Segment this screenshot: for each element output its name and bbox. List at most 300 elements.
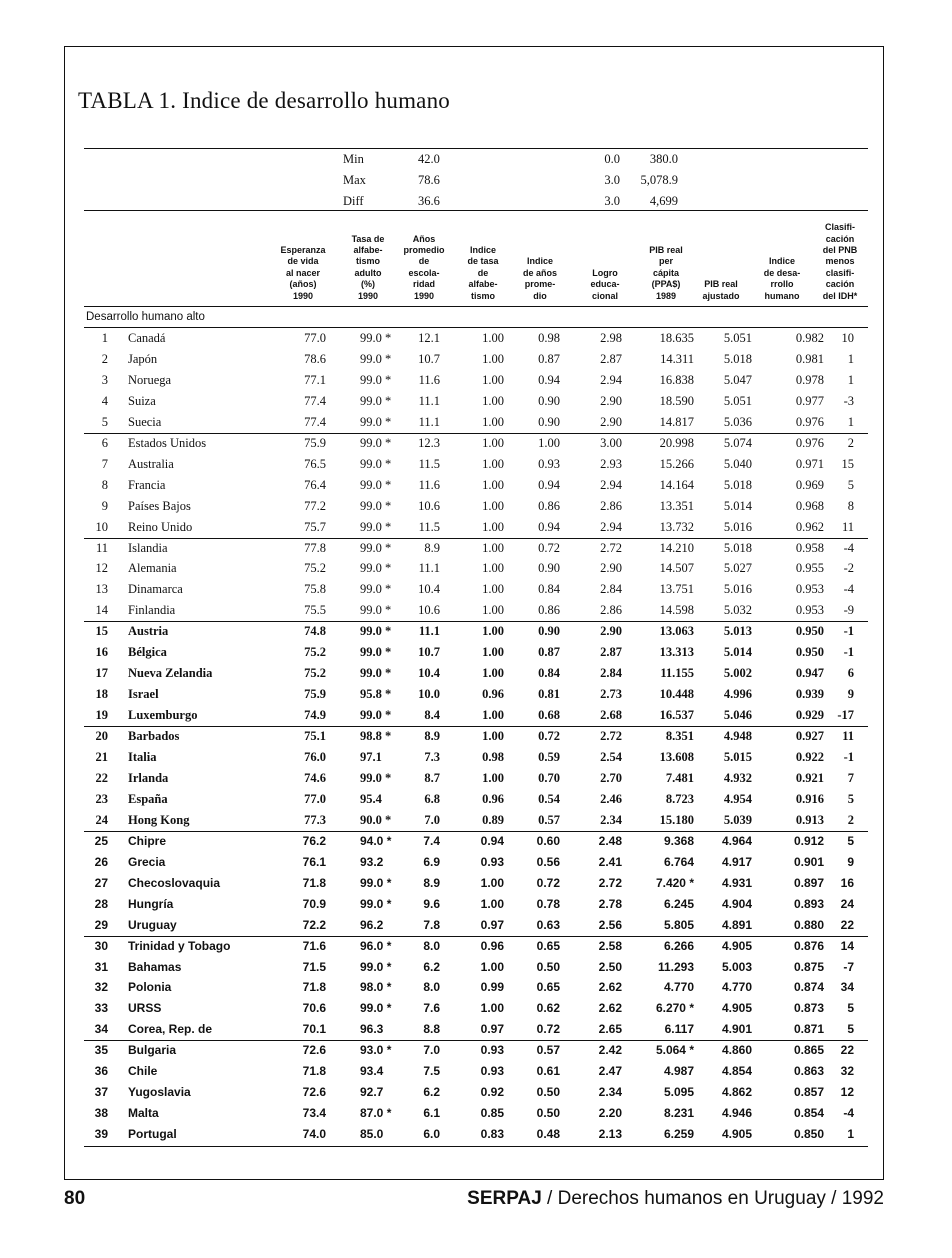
- column-header-line: 1990: [413, 290, 435, 301]
- cell-pib-percapita: 18.590: [659, 393, 694, 408]
- cell-idh: 0.968: [795, 498, 824, 513]
- cell-alfabetismo: 92.7: [360, 1085, 384, 1100]
- cell-clasificacion: 5: [847, 1001, 854, 1016]
- cell-esperanza: 71.6: [302, 938, 326, 953]
- column-header: [582, 268, 628, 302]
- column-header-line: PIB real: [649, 245, 683, 255]
- cell-alfabetismo: 99.0 *: [360, 875, 392, 890]
- cell-logro-educacional: 2.65: [598, 1022, 622, 1037]
- cell-indice-alfabetismo: 0.89: [482, 812, 504, 827]
- cell-alfabetismo: 96.3: [360, 1022, 384, 1037]
- cell-country: Barbados: [128, 729, 180, 744]
- column-header-line: de: [477, 267, 489, 278]
- cell-escolaridad: 8.9: [424, 540, 440, 555]
- minmax-esperanza: 36.6: [418, 194, 440, 208]
- column-header-line: prome-: [524, 279, 556, 290]
- cell-pib-ajustado: 5.074: [723, 435, 752, 450]
- cell-idh: 0.871: [793, 1022, 824, 1037]
- cell-pib-ajustado: 5.003: [721, 959, 752, 974]
- table-row: [84, 852, 868, 873]
- cell-escolaridad: 12.3: [418, 435, 440, 450]
- column-header-line: de años: [522, 267, 557, 278]
- cell-clasificacion: 12: [840, 1085, 854, 1100]
- cell-idh: 0.876: [793, 938, 824, 953]
- cell-clasificacion: 16: [840, 875, 854, 890]
- cell-esperanza: 77.0: [304, 791, 326, 806]
- cell-idh: 0.969: [795, 477, 824, 492]
- cell-country: Luxemburgo: [128, 708, 198, 723]
- table-row: [84, 1124, 868, 1145]
- cell-indice-alfabetismo: 1.00: [482, 729, 504, 744]
- cell-rank: 28: [94, 896, 108, 911]
- cell-escolaridad: 11.5: [418, 456, 440, 471]
- cell-rank: 30: [94, 938, 108, 953]
- cell-rank: 17: [95, 666, 108, 681]
- cell-esperanza: 73.4: [302, 1106, 326, 1121]
- cell-pib-ajustado: 5.046: [723, 708, 752, 723]
- cell-pib-percapita: 13.351: [659, 498, 694, 513]
- column-header-line: escola-: [408, 267, 440, 278]
- cell-pib-percapita: 6.245: [663, 896, 694, 911]
- table-row: [84, 998, 868, 1019]
- cell-esperanza: 71.8: [302, 1064, 326, 1079]
- cell-indice-anos: 0.78: [536, 896, 560, 911]
- cell-escolaridad: 6.0: [423, 1127, 440, 1142]
- cell-alfabetismo: 99.0 *: [360, 561, 392, 576]
- cell-idh: 0.873: [793, 1001, 824, 1016]
- cell-logro-educacional: 2.90: [600, 624, 622, 639]
- section-label: Desarrollo humano alto: [86, 311, 205, 323]
- cell-idh: 0.913: [795, 812, 824, 827]
- cell-indice-anos: 0.50: [536, 959, 560, 974]
- cell-escolaridad: 6.1: [423, 1106, 440, 1121]
- cell-esperanza: 77.2: [304, 498, 326, 513]
- table-row: [84, 705, 868, 726]
- cell-escolaridad: 11.6: [418, 477, 440, 492]
- cell-indice-anos: 0.48: [536, 1127, 560, 1142]
- cell-country: Dinamarca: [128, 582, 183, 597]
- table-row: [84, 810, 868, 831]
- cell-esperanza: 71.5: [302, 959, 326, 974]
- cell-indice-anos: 0.84: [538, 666, 560, 681]
- cell-indice-alfabetismo: 1.00: [482, 540, 504, 555]
- minmax-logro: 3.0: [604, 194, 620, 208]
- cell-country: Nueva Zelandia: [128, 666, 213, 681]
- cell-esperanza: 75.8: [304, 582, 326, 597]
- cell-clasificacion: 14: [840, 938, 854, 953]
- cell-idh: 0.912: [793, 833, 824, 848]
- cell-escolaridad: 8.8: [423, 1022, 440, 1037]
- cell-alfabetismo: 98.8 *: [360, 729, 392, 744]
- cell-clasificacion: -1: [843, 750, 854, 764]
- cell-pib-percapita: 14.210: [659, 540, 694, 555]
- cell-esperanza: 75.1: [304, 729, 326, 744]
- cell-alfabetismo: 99.0 *: [360, 435, 392, 450]
- table-row: [84, 915, 868, 936]
- table-row: [84, 768, 868, 789]
- minmax-pib: 5,078.9: [640, 173, 678, 187]
- table-row: [84, 391, 868, 412]
- cell-indice-alfabetismo: 0.94: [480, 833, 504, 848]
- cell-esperanza: 74.6: [304, 770, 326, 785]
- column-header: [396, 234, 452, 302]
- cell-idh: 0.863: [793, 1064, 824, 1079]
- cell-clasificacion: 11: [842, 729, 854, 744]
- cell-rank: 32: [94, 980, 108, 995]
- cell-clasificacion: 22: [840, 1043, 854, 1058]
- cell-escolaridad: 7.8: [423, 917, 440, 932]
- cell-indice-anos: 0.54: [538, 791, 560, 806]
- cell-esperanza: 72.6: [302, 1085, 326, 1100]
- cell-alfabetismo: 95.8 *: [360, 687, 392, 702]
- cell-pib-percapita: 9.368: [663, 833, 694, 848]
- cell-indice-alfabetismo: 1.00: [482, 498, 504, 513]
- cell-rank: 33: [94, 1001, 108, 1016]
- cell-logro-educacional: 2.47: [598, 1064, 622, 1079]
- minmax-label: Min: [343, 152, 364, 166]
- cell-rank: 14: [95, 603, 108, 618]
- cell-country: Estados Unidos: [128, 435, 207, 450]
- minmax-esperanza: 42.0: [418, 152, 440, 166]
- column-header-line: dio: [533, 290, 547, 301]
- rule-line: [84, 621, 868, 622]
- cell-indice-alfabetismo: 0.96: [480, 938, 504, 953]
- cell-escolaridad: 6.9: [423, 854, 440, 869]
- cell-logro-educacional: 2.90: [600, 561, 622, 576]
- cell-logro-educacional: 2.73: [600, 687, 622, 702]
- cell-alfabetismo: 96.2: [360, 917, 384, 932]
- table-row: [84, 328, 868, 349]
- cell-alfabetismo: 99.0 *: [360, 770, 392, 785]
- cell-indice-anos: 0.87: [538, 351, 560, 366]
- cell-idh: 0.955: [795, 561, 824, 576]
- cell-pib-percapita: 14.817: [659, 414, 694, 429]
- cell-escolaridad: 11.6: [418, 372, 440, 387]
- cell-alfabetismo: 98.0 *: [360, 980, 392, 995]
- cell-logro-educacional: 2.93: [600, 456, 622, 471]
- cell-clasificacion: 7: [847, 770, 854, 785]
- cell-alfabetismo: 97.1: [360, 750, 382, 764]
- cell-pib-ajustado: 5.051: [723, 393, 752, 408]
- cell-logro-educacional: 2.87: [600, 351, 622, 366]
- cell-alfabetismo: 90.0 *: [360, 812, 392, 827]
- cell-pib-ajustado: 5.014: [723, 645, 752, 660]
- cell-logro-educacional: 2.58: [598, 938, 622, 953]
- table-row: [84, 684, 868, 705]
- minmax-label: Max: [343, 173, 366, 187]
- cell-indice-alfabetismo: 1.00: [480, 896, 504, 911]
- cell-logro-educacional: 2.34: [600, 812, 622, 827]
- cell-esperanza: 75.2: [304, 561, 326, 576]
- rule-line: [84, 433, 868, 434]
- cell-clasificacion: 11: [841, 519, 854, 534]
- cell-idh: 0.916: [795, 791, 824, 806]
- cell-country: Chipre: [128, 833, 167, 848]
- column-header-line: al nacer: [285, 267, 321, 278]
- cell-rank: 25: [94, 833, 108, 848]
- cell-pib-ajustado: 5.036: [723, 414, 752, 429]
- cell-rank: 22: [95, 770, 108, 785]
- cell-pib-ajustado: 5.018: [723, 477, 752, 492]
- minmax-logro: 0.0: [604, 152, 620, 166]
- column-header-line: (PPA$): [651, 279, 681, 290]
- cell-esperanza: 76.4: [304, 477, 326, 492]
- cell-rank: 29: [94, 917, 108, 932]
- cell-indice-alfabetismo: 0.93: [480, 854, 504, 869]
- cell-esperanza: 71.8: [302, 980, 326, 995]
- column-header-line: rrollo: [770, 279, 794, 290]
- cell-pib-percapita: 15.266: [659, 456, 694, 471]
- cell-alfabetismo: 99.0 *: [360, 498, 392, 513]
- column-header-line: del PNB: [822, 245, 858, 255]
- cell-pib-percapita: 8.723: [665, 791, 694, 806]
- footer-credit: [467, 1188, 884, 1210]
- cell-pib-percapita: 7.481: [665, 770, 694, 785]
- cell-country: Hungría: [128, 896, 174, 911]
- cell-esperanza: 77.1: [304, 372, 326, 387]
- cell-idh: 0.978: [795, 372, 824, 387]
- table-row: [84, 894, 868, 915]
- cell-logro-educacional: 2.72: [600, 729, 622, 744]
- cell-rank: 36: [94, 1064, 108, 1079]
- cell-indice-alfabetismo: 1.00: [482, 582, 504, 597]
- cell-escolaridad: 6.8: [424, 791, 440, 806]
- cell-idh: 0.981: [795, 351, 824, 366]
- cell-indice-alfabetismo: 1.00: [480, 959, 504, 974]
- cell-idh: 0.977: [795, 393, 824, 408]
- cell-alfabetismo: 99.0 *: [360, 624, 392, 639]
- cell-pib-ajustado: 5.013: [723, 624, 752, 639]
- cell-country: Chile: [128, 1064, 158, 1079]
- column-header-line: ajustado: [702, 290, 740, 301]
- cell-idh: 0.939: [795, 687, 824, 702]
- rule-line: [84, 327, 868, 328]
- cell-country: Israel: [128, 687, 159, 702]
- rule-line: [84, 210, 868, 211]
- cell-indice-alfabetismo: 0.98: [482, 750, 504, 764]
- column-header-line: 1990: [292, 290, 314, 301]
- cell-esperanza: 70.1: [302, 1022, 326, 1037]
- cell-alfabetismo: 99.0 *: [360, 1001, 392, 1016]
- cell-pib-percapita: 8.231: [663, 1106, 694, 1121]
- cell-indice-anos: 0.63: [536, 917, 560, 932]
- cell-indice-anos: 0.72: [536, 1022, 560, 1037]
- cell-pib-ajustado: 5.016: [723, 519, 752, 534]
- column-header-line: cápita: [652, 267, 679, 278]
- cell-pib-percapita: 10.448: [659, 687, 694, 702]
- cell-indice-alfabetismo: 1.00: [482, 770, 504, 785]
- cell-pib-ajustado: 5.016: [723, 582, 752, 597]
- footer-credit-text: / Derechos humanos en Uruguay / 1992: [541, 1188, 884, 1209]
- cell-idh: 0.922: [795, 750, 824, 764]
- table-row: [84, 663, 868, 684]
- cell-logro-educacional: 2.68: [600, 708, 622, 723]
- cell-pib-percapita: 16.537: [659, 708, 694, 723]
- cell-clasificacion: -1: [843, 645, 854, 660]
- cell-indice-anos: 0.72: [538, 729, 560, 744]
- table-row: [84, 1019, 868, 1040]
- cell-alfabetismo: 99.0 *: [360, 603, 392, 618]
- cell-indice-anos: 0.59: [538, 750, 560, 764]
- cell-indice-alfabetismo: 1.00: [482, 603, 504, 618]
- cell-clasificacion: -4: [843, 540, 854, 555]
- cell-indice-anos: 0.60: [536, 833, 560, 848]
- table-row: [84, 454, 868, 475]
- column-header: [640, 245, 692, 302]
- cell-pib-percapita: 18.635: [659, 331, 694, 345]
- cell-indice-anos: 0.81: [538, 687, 560, 702]
- cell-alfabetismo: 99.0 *: [360, 372, 392, 387]
- table-row: [84, 957, 868, 978]
- cell-logro-educacional: 2.94: [600, 477, 622, 492]
- table-row: [84, 475, 868, 496]
- cell-pib-percapita: 13.732: [659, 519, 694, 534]
- column-header-line: tismo: [470, 290, 495, 301]
- cell-pib-percapita: 15.180: [659, 812, 694, 827]
- cell-alfabetismo: 85.0: [360, 1127, 384, 1142]
- cell-logro-educacional: 2.86: [600, 498, 622, 513]
- cell-country: Suiza: [128, 393, 156, 408]
- cell-pib-percapita: 6.117: [664, 1022, 694, 1037]
- cell-idh: 0.893: [793, 896, 824, 911]
- column-header-line: Años: [412, 233, 436, 244]
- cell-pib-ajustado: 5.027: [723, 561, 752, 576]
- column-header-line: alfabe-: [468, 279, 498, 290]
- table-row: [84, 412, 868, 433]
- cell-alfabetismo: 96.0 *: [360, 938, 392, 953]
- cell-rank: 37: [94, 1085, 108, 1100]
- column-header-line: (años): [289, 279, 317, 290]
- cell-pib-ajustado: 5.047: [723, 372, 752, 387]
- cell-clasificacion: 2: [847, 812, 854, 827]
- cell-pib-ajustado: 4.931: [721, 875, 752, 890]
- table-row: [84, 558, 868, 579]
- cell-country: Portugal: [128, 1127, 177, 1142]
- cell-clasificacion: 24: [840, 896, 854, 911]
- cell-pib-ajustado: 4.854: [721, 1064, 752, 1079]
- cell-pib-ajustado: 5.032: [723, 603, 752, 618]
- cell-logro-educacional: 2.94: [600, 372, 622, 387]
- cell-pib-ajustado: 4.932: [723, 770, 752, 785]
- cell-alfabetismo: 99.0 *: [360, 666, 392, 681]
- cell-logro-educacional: 2.78: [598, 896, 622, 911]
- cell-logro-educacional: 2.86: [600, 603, 622, 618]
- cell-rank: 3: [101, 372, 108, 387]
- cell-country: Canadá: [128, 331, 166, 345]
- cell-indice-alfabetismo: 1.00: [480, 1001, 504, 1016]
- cell-pib-percapita: 5.095: [663, 1085, 694, 1100]
- cell-rank: 9: [101, 498, 108, 513]
- cell-esperanza: 75.7: [304, 519, 326, 534]
- cell-indice-alfabetismo: 1.00: [482, 351, 504, 366]
- table-row: [84, 538, 868, 559]
- cell-idh: 0.953: [795, 582, 824, 597]
- cell-clasificacion: 10: [841, 331, 854, 345]
- cell-rank: 8: [101, 477, 108, 492]
- column-header-line: promedio: [403, 245, 445, 255]
- cell-esperanza: 78.6: [304, 351, 326, 366]
- cell-esperanza: 70.6: [302, 1001, 326, 1016]
- column-header-line: alfabe-: [353, 245, 383, 255]
- cell-indice-anos: 0.94: [538, 477, 560, 492]
- cell-esperanza: 76.5: [304, 456, 326, 471]
- cell-indice-alfabetismo: 1.00: [482, 477, 504, 492]
- cell-logro-educacional: 2.62: [598, 980, 622, 995]
- cell-country: Uruguay: [128, 917, 177, 932]
- cell-clasificacion: 1: [847, 1127, 854, 1142]
- rule-line: [84, 726, 868, 727]
- cell-rank: 11: [95, 540, 108, 555]
- table-row: [84, 936, 868, 957]
- cell-indice-alfabetismo: 0.92: [480, 1085, 504, 1100]
- cell-country: Bélgica: [128, 645, 167, 660]
- cell-pib-ajustado: 4.904: [721, 896, 752, 911]
- cell-rank: 2: [101, 351, 108, 366]
- rule-line: [84, 831, 868, 832]
- cell-indice-alfabetismo: 1.00: [482, 456, 504, 471]
- cell-escolaridad: 7.0: [423, 1043, 440, 1058]
- cell-pib-ajustado: 4.860: [721, 1043, 752, 1058]
- cell-pib-percapita: 4.987: [663, 1064, 694, 1079]
- cell-country: URSS: [128, 1001, 162, 1016]
- cell-indice-anos: 0.57: [536, 1043, 560, 1058]
- cell-indice-alfabetismo: 1.00: [482, 435, 504, 450]
- cell-pib-ajustado: 4.946: [721, 1106, 752, 1121]
- cell-alfabetismo: 99.0 *: [360, 959, 392, 974]
- cell-esperanza: 71.8: [302, 875, 326, 890]
- cell-pib-percapita: 4.770: [663, 980, 694, 995]
- cell-pib-percapita: 8.351: [665, 729, 694, 744]
- cell-indice-alfabetismo: 0.96: [482, 791, 504, 806]
- cell-escolaridad: 9.6: [423, 896, 440, 911]
- cell-country: Irlanda: [128, 770, 169, 785]
- cell-pib-ajustado: 4.905: [721, 1001, 752, 1016]
- cell-indice-anos: 0.94: [538, 372, 560, 387]
- column-header-line: ridad: [412, 279, 435, 290]
- cell-pib-ajustado: 4.905: [721, 1127, 752, 1142]
- table-row: [84, 726, 868, 747]
- cell-alfabetismo: 99.0 *: [360, 477, 392, 492]
- cell-esperanza: 76.0: [304, 750, 326, 764]
- cell-country: Francia: [128, 477, 166, 492]
- cell-indice-anos: 0.65: [536, 980, 560, 995]
- cell-indice-alfabetismo: 1.00: [482, 666, 504, 681]
- cell-escolaridad: 7.4: [423, 833, 440, 848]
- cell-indice-alfabetismo: 1.00: [482, 645, 504, 660]
- cell-pib-ajustado: 4.917: [721, 854, 752, 869]
- cell-clasificacion: 6: [847, 666, 854, 681]
- footer-brand: SERPAJ: [467, 1188, 542, 1209]
- table-row: [84, 873, 868, 894]
- cell-country: Australia: [128, 456, 174, 471]
- table-row: [84, 831, 868, 852]
- rule-line: [84, 1040, 868, 1041]
- cell-clasificacion: -7: [843, 959, 854, 974]
- cell-logro-educacional: 2.50: [598, 959, 622, 974]
- column-header-line: de desa-: [763, 267, 801, 278]
- cell-esperanza: 74.9: [304, 708, 326, 723]
- cell-country: Bahamas: [128, 959, 182, 974]
- table-row: [84, 1061, 868, 1082]
- cell-indice-anos: 0.98: [538, 331, 560, 345]
- cell-indice-alfabetismo: 1.00: [482, 372, 504, 387]
- cell-idh: 0.929: [795, 708, 824, 723]
- column-header-line: Tasa de: [351, 233, 385, 244]
- cell-escolaridad: 7.6: [423, 1001, 440, 1016]
- cell-esperanza: 76.1: [302, 854, 326, 869]
- cell-pib-ajustado: 4.891: [721, 917, 752, 932]
- table-row: [84, 349, 868, 370]
